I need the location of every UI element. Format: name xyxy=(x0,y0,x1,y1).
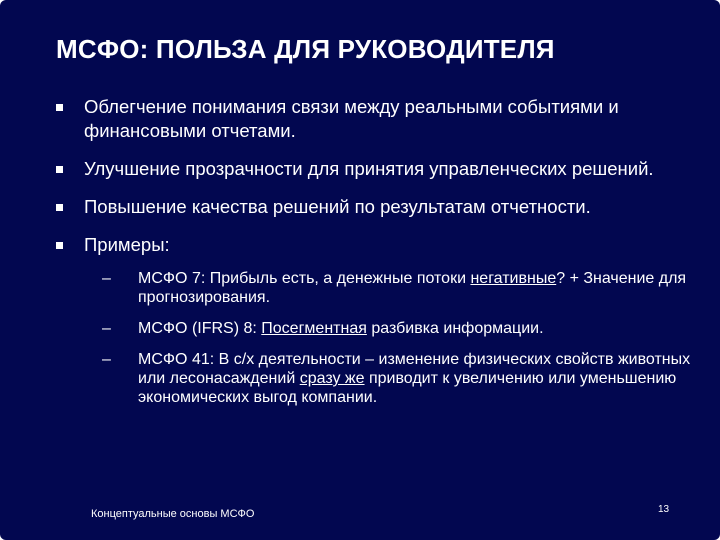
example-text: разбивка информации. xyxy=(366,320,544,337)
square-bullet-icon xyxy=(56,242,63,249)
bullet-text: Примеры: xyxy=(84,234,170,255)
slide-title: МСФО: ПОЛЬЗА ДЛЯ РУКОВОДИТЕЛЯ xyxy=(56,34,555,64)
bullet-item xyxy=(56,233,696,407)
example-item xyxy=(102,269,696,307)
bullet-item xyxy=(56,195,696,219)
example-text: МСФО (IFRS) 8: xyxy=(138,320,262,337)
footer-caption: Концептуальные основы МСФО xyxy=(91,508,255,520)
example-text: МСФО 7: Прибыль есть, а денежные потоки xyxy=(138,270,471,287)
example-underlined-text: негативные xyxy=(470,270,557,287)
square-bullet-icon xyxy=(56,166,63,173)
example-item xyxy=(102,319,696,338)
example-text: ? + Значение для прогнозирования. xyxy=(138,270,687,306)
example-item xyxy=(102,350,696,407)
bullet-item xyxy=(56,95,696,143)
example-text: МСФО 41: В с/х деятельности – изменение физических свойств животных или лесонасаждений xyxy=(138,351,691,387)
example-underlined-text: Посегментная xyxy=(261,320,367,337)
dash-marker: – xyxy=(102,270,111,287)
dash-marker: – xyxy=(102,351,111,368)
bullet-text: Улучшение прозрачности для принятия управленческих решений. xyxy=(84,158,654,179)
bullet-list xyxy=(56,95,696,421)
example-list xyxy=(102,269,696,407)
example-underlined-text: сразу же xyxy=(299,370,365,387)
square-bullet-icon xyxy=(56,104,63,111)
example-text: приводит к увеличению или уменьшению экономических выгод компании. xyxy=(138,370,677,406)
square-bullet-icon xyxy=(56,204,63,211)
page-number: 13 xyxy=(658,504,670,515)
bullet-text: Повышение качества решений по результатам отчетности. xyxy=(84,196,591,217)
bullet-text: Облегчение понимания связи между реальными событиями и финансовыми отчетами. xyxy=(84,96,619,141)
dash-marker: – xyxy=(102,320,111,337)
bullet-item xyxy=(56,157,696,181)
